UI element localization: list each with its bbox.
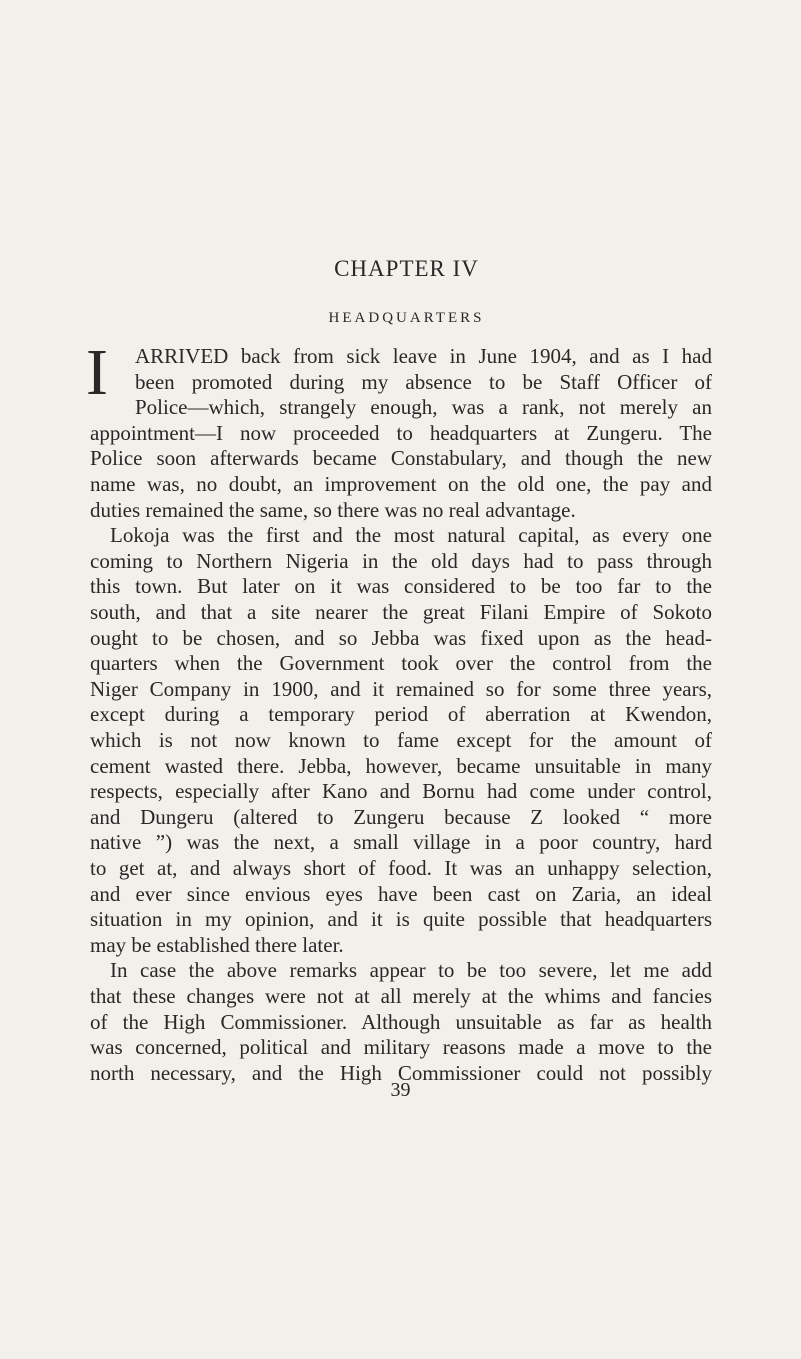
text-line: was concerned, political and military reasons made a move to the bbox=[90, 1035, 712, 1059]
text-line: south, and that a site nearer the great Filani Empire of Sokoto bbox=[90, 600, 712, 624]
text-line: been promoted during my absence to be Staff Officer of bbox=[135, 370, 712, 394]
text-line: Lokoja was the first and the most natural capital, as every one bbox=[110, 523, 712, 547]
chapter-title: CHAPTER IV bbox=[334, 256, 479, 281]
text-line: to get at, and always short of food. It was an unhappy selection, bbox=[90, 856, 712, 880]
text-line: Niger Company in 1900, and it remained so for some three years, bbox=[90, 677, 712, 701]
text-line: ARRIVED back from sick leave in June 1904, and as I had bbox=[135, 344, 712, 368]
text-line: Police soon afterwards became Constabulary, and though the new bbox=[90, 446, 712, 470]
section-title: HEADQUARTERS bbox=[328, 310, 485, 326]
page-number: 39 bbox=[390, 1079, 411, 1101]
text-line: north necessary, and the High Commissioner could not possibly bbox=[90, 1061, 712, 1085]
text-line: except during a temporary period of aberration at Kwendon, bbox=[90, 702, 712, 726]
text-line: appointment—I now proceeded to headquarters at Zungeru. The bbox=[90, 421, 712, 445]
text-line: of the High Commissioner. Although unsuitable as far as health bbox=[90, 1010, 712, 1034]
text-line: which is not now known to fame except for the amount of bbox=[90, 728, 712, 752]
text-line: may be established there later. bbox=[90, 933, 344, 957]
text-line: situation in my opinion, and it is quite possible that headquarters bbox=[90, 907, 712, 931]
text-line: cement wasted there. Jebba, however, became unsuitable in many bbox=[90, 754, 712, 778]
text-line: coming to Northern Nigeria in the old days had to pass through bbox=[90, 549, 712, 573]
text-line: that these changes were not at all merely at the whims and fancies bbox=[90, 984, 712, 1008]
text-line: respects, especially after Kano and Bornu had come under control, bbox=[90, 779, 712, 803]
text-line: duties remained the same, so there was no real advantage. bbox=[90, 498, 576, 522]
drop-cap: I bbox=[86, 336, 108, 409]
text-line: and Dungeru (altered to Zungeru because Z looked “ more bbox=[90, 805, 712, 829]
text-line: Police—which, strangely enough, was a rank, not merely an bbox=[135, 395, 712, 419]
text-line: this town. But later on it was considered to be too far to the bbox=[90, 574, 712, 598]
text-line: native ”) was the next, a small village in a poor country, hard bbox=[90, 830, 712, 854]
text-line: ought to be chosen, and so Jebba was fixed upon as the head- bbox=[90, 626, 712, 650]
text-line: quarters when the Government took over the control from the bbox=[90, 651, 712, 675]
text-line: and ever since envious eyes have been cast on Zaria, an ideal bbox=[90, 882, 712, 906]
text-line: In case the above remarks appear to be too severe, let me add bbox=[110, 958, 712, 982]
text-line: name was, no doubt, an improvement on the old one, the pay and bbox=[90, 472, 712, 496]
